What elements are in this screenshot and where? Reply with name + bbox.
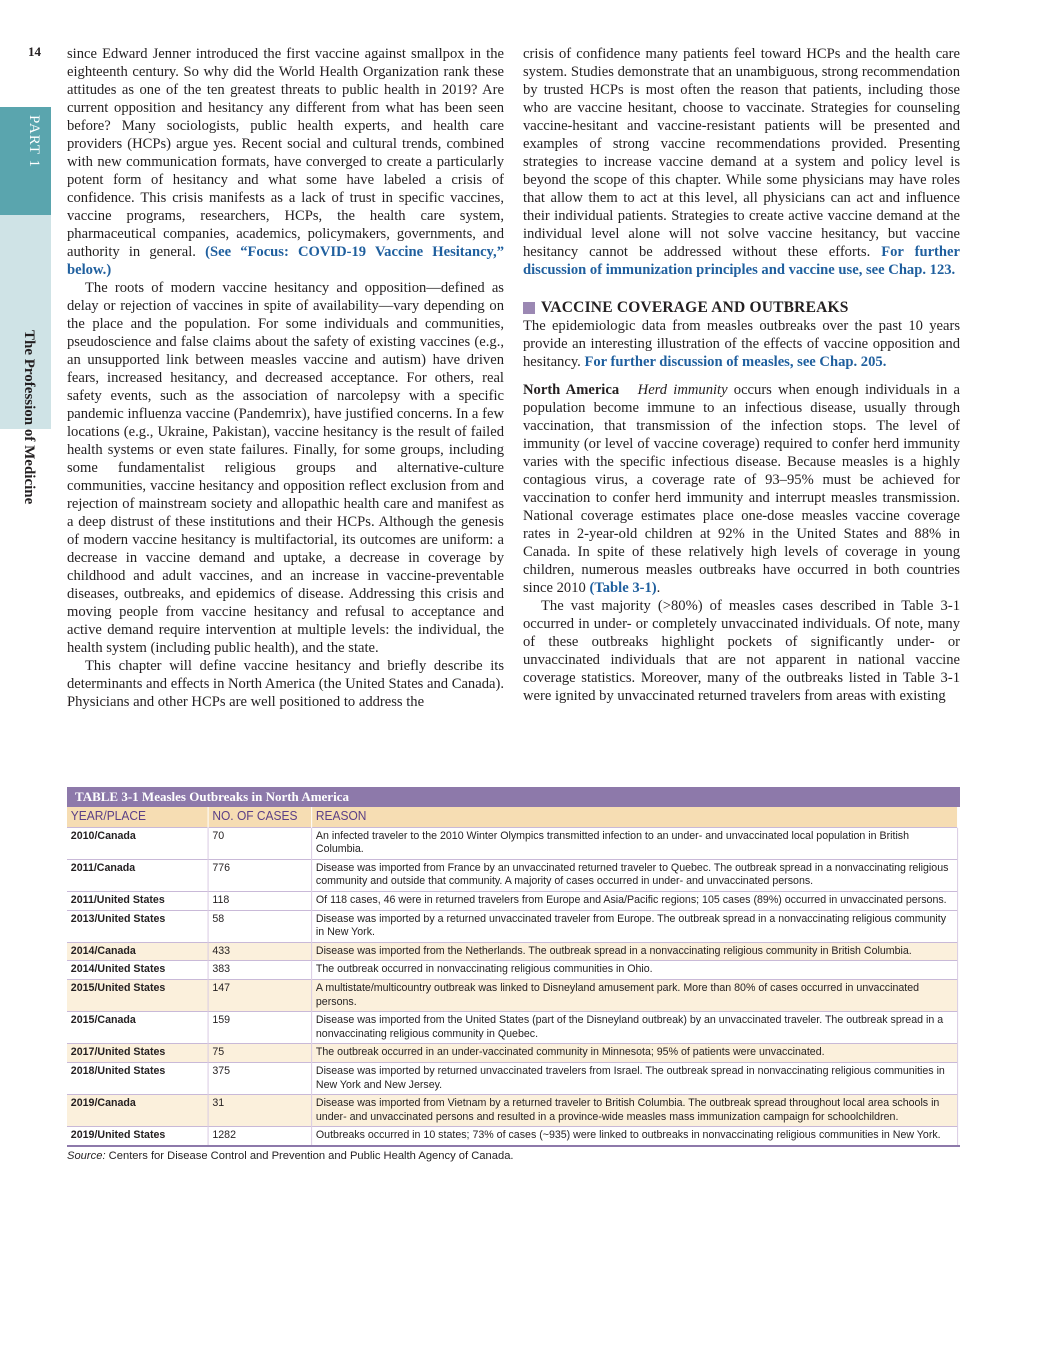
- cases-cell: 75: [208, 1044, 312, 1063]
- cross-reference-link[interactable]: For further discussion of immunization principles and vaccine use, see Chap. 123.: [523, 244, 960, 278]
- reason-cell: Disease was imported from Vietnam by a returned traveler to British Columbia. The outbreak spread throughout local area schools in under- and unvaccinated persons and resulted in a province-wide measles mass immunization campaign for schoolchildren.: [312, 1095, 958, 1127]
- year-place-cell: 2019/United States: [67, 1127, 208, 1145]
- reason-cell: The outbreak occurred in nonvaccinating religious communities in Ohio.: [312, 961, 958, 980]
- reason-cell: Of 118 cases, 46 were in returned travelers from Europe and Asia/Pacific regions; 105 cases (89%) occurred in unvaccinated persons.: [312, 891, 958, 910]
- table-body-wrap: [67, 807, 960, 1145]
- term: Herd immunity: [637, 382, 728, 398]
- table-bottom-rule: [67, 1145, 960, 1147]
- reason-cell: The outbreak occurred in an under-vaccinated community in Minnesota; 95% of patients were unvaccinated.: [312, 1044, 958, 1063]
- cases-cell: 31: [208, 1095, 312, 1127]
- table-row: [67, 1062, 957, 1094]
- reason-cell: Disease was imported from France by an unvaccinated returned traveler to Quebec. The outbreak spread in a nonvaccinating religious community and outside that community. A majority of cases occurred in under- and unvaccinated persons.: [312, 859, 958, 891]
- table-row: [67, 891, 957, 910]
- table-title: TABLE 3-1 Measles Outbreaks in North America: [67, 787, 960, 807]
- cases-cell: 159: [208, 1012, 312, 1044]
- section-heading: [523, 299, 960, 317]
- cases-cell: 433: [208, 942, 312, 961]
- page-number: 14: [28, 44, 41, 59]
- table-row: [67, 910, 957, 942]
- year-place-cell: 2015/United States: [67, 979, 208, 1011]
- paragraph-end: .: [656, 580, 661, 596]
- part-side-tab: [0, 107, 51, 505]
- cases-cell: 1282: [208, 1127, 312, 1145]
- left-column: [67, 45, 504, 711]
- year-place-cell: 2010/Canada: [67, 827, 208, 859]
- cases-cell: 118: [208, 891, 312, 910]
- year-place-cell: 2015/Canada: [67, 1012, 208, 1044]
- paragraph: [523, 45, 960, 279]
- heading-square-icon: [523, 302, 535, 314]
- measles-outbreak-table: [67, 787, 960, 1162]
- table-row: [67, 1095, 957, 1127]
- paragraph-text: The epidemiologic data from measles outbreaks over the past 10 years provide an interesting illustration of the effects of vaccine opposition and hesitancy.: [523, 318, 960, 370]
- section-tab: [0, 215, 51, 505]
- cases-cell: 147: [208, 979, 312, 1011]
- table-row: [67, 859, 957, 891]
- reason-cell: Disease was imported by returned unvaccinated travelers from Israel. The outbreak spread in nonvaccinating religious communities in New York and New Jersey.: [312, 1062, 958, 1094]
- paragraph: The roots of modern vaccine hesitancy and opposition—defined as delay or rejection of vaccines in spite of availability—vary depending on the place and the population. For some individuals and communities, pseudoscience and false claims about the safety of existing vaccines (e.g., an unsupported link between measles vaccine and autism) have driven fears, increased hesitancy, and decreased acceptance. For others, real safety events, such as the association of narcolepsy with a specific pandemic influenza vaccine (Pandemrix), have justified concerns. In a few locations (e.g., Ukraine, Pakistan), vaccine hesitancy is the result of failed health systems or even state failures. Finally, for some groups, including some fundamentalist religious groups and alternative-culture communities, vaccine hesitancy and opposition reflect exclusion from and rejection of mainstream society and allopathic health care and manifest as a deep distrust of these institutions and their HCPs. Although the genesis of modern vaccine hesitancy is multifactorial, its outcomes are uniform: a decrease in vaccine demand and uptake, a decrease in coverage by childhood and adult vaccines, and an increase in vaccine-preventable diseases, outbreaks, and epidemics of disease. Addressing this crisis and moving people from vaccine hesitancy and refusal to acceptance and active demand require intervention at multiple levels: the individual, the health system (including public health), and the state.: [67, 280, 504, 656]
- table-row: [67, 942, 957, 961]
- table-row: [67, 979, 957, 1011]
- year-place-cell: 2019/Canada: [67, 1095, 208, 1127]
- paragraph: [523, 381, 960, 597]
- paragraph: [67, 45, 504, 279]
- cross-reference-link[interactable]: (See “Focus: COVID-19 Vaccine Hesitancy,” below.): [67, 244, 504, 278]
- outbreak-table-grid: [67, 807, 958, 1145]
- table-row: [67, 1127, 957, 1145]
- source-text: Centers for Disease Control and Prevention and Public Health Agency of Canada.: [108, 1149, 514, 1162]
- table-row: [67, 1012, 957, 1044]
- reason-cell: An infected traveler to the 2010 Winter Olympics transmitted infection to an under- and unvaccinated local population in British Columbia.: [312, 827, 958, 859]
- paragraph-text: crisis of confidence many patients feel toward HCPs and the health care system. Studies demonstrate that an unambiguous, strong recommendation by trusted HCPs is most often the reason that patients, including those who are vaccine hesitant, choose to vaccinate. Strategies for counseling vaccine-hesitant and vaccine-resistant patients will be presented and examples of strong vaccine recommendations provided. Presenting strategies to increase vaccine demand at a system and policy level is beyond the scope of this chapter. While some physicians may have roles that allow them to act at this level, all physicians can act and influence their individual patients. Strategies to create active vaccine demand at the individual level alone will not solve vaccine hesitancy, but vaccine hesitancy cannot be addressed without these efforts.: [523, 46, 960, 260]
- part-label: PART 1: [26, 115, 42, 169]
- reason-cell: Outbreaks occurred in 10 states; 73% of cases (~935) were linked to outbreaks in nonvaccinating religious communities in New York.: [312, 1127, 958, 1145]
- cases-cell: 383: [208, 961, 312, 980]
- run-in-heading: North America: [523, 382, 620, 398]
- section-heading-text: VACCINE COVERAGE AND OUTBREAKS: [541, 299, 849, 316]
- paragraph: This chapter will define vaccine hesitancy and briefly describe its determinants and effects in North America (the United States and Canada). Physicians and other HCPs are well positioned to address the: [67, 658, 504, 710]
- table-row: [67, 961, 957, 980]
- cases-cell: 776: [208, 859, 312, 891]
- reason-cell: Disease was imported from the United States (part of the Disneyland outbreak) by an unvaccinated traveler. The outbreak spread in a nonvaccinating religious community in Quebec.: [312, 1012, 958, 1044]
- cases-cell: 375: [208, 1062, 312, 1094]
- column-header: YEAR/PLACE: [67, 807, 208, 827]
- cases-cell: 58: [208, 910, 312, 942]
- column-header: REASON: [312, 807, 958, 827]
- year-place-cell: 2014/United States: [67, 961, 208, 980]
- paragraph-text: since Edward Jenner introduced the first vaccine against smallpox in the eighteenth century. So why did the World Health Organization rank these attitudes as one of the ten greatest threats to public health in 2019? Are current opposition and hesitancy any different from what has been seen before? Many sociologists, public health experts, and health care providers (HCPs) argue yes. Recent social and cultural trends, combined with new communication formats, have converged to create a particularly potent form of hesitancy and what some have labeled a crisis of confidence. This crisis manifests as a lack of trust in specific vaccines, vaccine programs, researchers, HCPs, the health care system, pharmaceutical companies, academics, policymakers, governments, and authority in general.: [67, 46, 504, 260]
- source-label: Source:: [67, 1149, 106, 1162]
- paragraph: [523, 317, 960, 371]
- table-row: [67, 1044, 957, 1063]
- paragraph: The vast majority (>80%) of measles cases described in Table 3-1 occurred in under- or completely unvaccinated individuals. Of note, many of these outbreaks highlight pockets of significantly under- or unvaccinated individuals that are not apparent in national vaccine coverage statistics. Moreover, many of the outbreaks listed in Table 3-1 were ignited by unvaccinated returned travelers from areas with existing: [523, 598, 960, 704]
- year-place-cell: 2014/Canada: [67, 942, 208, 961]
- right-column: [523, 45, 960, 705]
- table-row: [67, 827, 957, 859]
- reason-cell: Disease was imported from the Netherlands. The outbreak spread in a nonvaccinating religious community in British Columbia.: [312, 942, 958, 961]
- year-place-cell: 2017/United States: [67, 1044, 208, 1063]
- cross-reference-link[interactable]: For further discussion of measles, see Chap. 205.: [584, 354, 887, 370]
- year-place-cell: 2011/United States: [67, 891, 208, 910]
- paragraph-text: occurs when enough individuals in a population become immune to an infectious disease, usually through vaccination, that transmission of the infection stops. The level of immunity (or level of vaccine coverage) required to confer herd immunity varies with the specific infectious disease. Because measles is a highly contagious virus, a coverage rate of 93–95% must be achieved for vaccination to confer herd immunity and interrupt measles transmission. National coverage estimates place one-dose measles vaccine coverage rates in 2-year-old children at 92% in the United States and 88% in Canada. In spite of these relatively high levels of coverage in young children, numerous measles outbreaks have occurred in both countries since 2010: [523, 382, 960, 596]
- table-header-row: [67, 807, 957, 827]
- section-label: The Profession of Medicine: [21, 330, 37, 505]
- part-tab-marker: [0, 107, 51, 215]
- year-place-cell: 2011/Canada: [67, 859, 208, 891]
- year-place-cell: 2013/United States: [67, 910, 208, 942]
- reason-cell: A multistate/multicountry outbreak was linked to Disneyland amusement park. More than 80% of cases occurred in unvaccinated persons.: [312, 979, 958, 1011]
- reason-cell: Disease was imported by a returned unvaccinated traveler from Europe. The outbreak spread in a nonvaccinating religious community in New York.: [312, 910, 958, 942]
- year-place-cell: 2018/United States: [67, 1062, 208, 1094]
- column-header: NO. OF CASES: [208, 807, 312, 827]
- cases-cell: 70: [208, 827, 312, 859]
- cross-reference-link[interactable]: (Table 3-1): [589, 580, 657, 596]
- table-source-note: [67, 1150, 960, 1162]
